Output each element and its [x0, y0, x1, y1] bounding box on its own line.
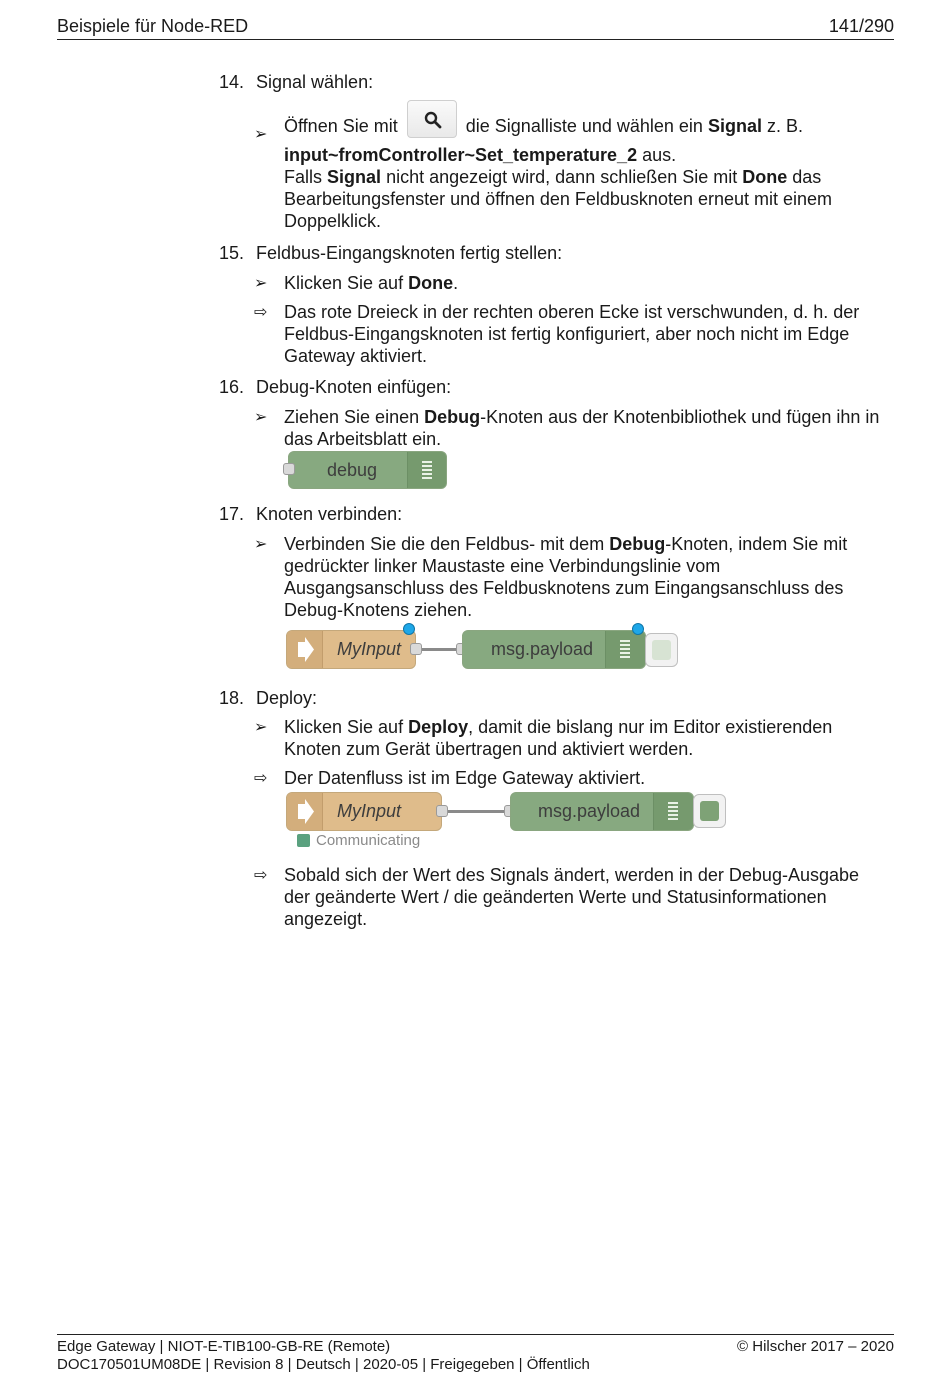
result-arrow-icon: ⇨	[254, 867, 268, 884]
result-arrow-icon: ⇨	[254, 770, 268, 787]
footer-copyright: © Hilscher 2017 – 2020	[737, 1338, 894, 1355]
step-16-instruction: Ziehen Sie einen Debug-Knoten aus der Knotenbibliothek und fügen ihn in das Arbeitsblatt ein.	[284, 407, 880, 449]
step-14-heading: 14. Signal wählen:	[219, 72, 374, 92]
debug-node[interactable]: debug	[288, 451, 447, 489]
step-16-heading: 16. Debug-Knoten einfügen:	[219, 377, 452, 397]
search-icon	[424, 111, 442, 129]
bullet-icon: ➢	[254, 409, 268, 426]
step-15-instruction: Klicken Sie auf Done.	[284, 273, 459, 293]
debug-toggle-button[interactable]	[645, 633, 678, 667]
connection-wire	[422, 648, 458, 651]
footer-document-info: DOC170501UM08DE | Revision 8 | Deutsch | 2020-05 | Freigegeben | Öffentlich	[57, 1356, 590, 1373]
step-15-result: Das rote Dreieck in der rechten oberen Ecke ist verschwunden, d. h. der Feldbus-Eingangsknoten ist fertig konfiguriert, aber noch nicht im Edge Gateway aktiviert.	[284, 302, 860, 366]
list-icon	[620, 640, 630, 660]
input-arrow-icon	[287, 793, 323, 830]
step-18-result: Der Datenfluss ist im Edge Gateway aktiviert.	[284, 768, 646, 788]
result-arrow-icon: ⇨	[254, 304, 268, 321]
list-icon	[422, 461, 432, 481]
step-18-final-result: Sobald sich der Wert des Signals ändert, werden in der Debug-Ausgabe der geänderte Wert / die geänderten Werte und Statusinformationen angezeigt.	[284, 865, 860, 929]
step-14-instruction: Öffnen Sie mit die Signalliste und wählen ein Signal z. B. input~fromController~Set_temperature_2 aus. Falls Signal nicht angezeigt wird, dann schließen Sie mit Done das Bearbeitungsfenster und öffnen den Feldbusknoten erneut mit einem Doppelklick.	[284, 100, 884, 232]
step-17-instruction: Verbinden Sie die den Feldbus- mit dem Debug-Knoten, indem Sie mit gedrückter linker Maustaste eine Verbindungslinie vom Ausgangsanschluss des Feldbusknotens zum Eingangsanschluss des Debug-Knotens ziehen.	[284, 534, 848, 620]
page-header	[57, 14, 894, 40]
bullet-icon: ➢	[254, 275, 268, 292]
fieldbus-input-node[interactable]: MyInput	[286, 792, 442, 831]
changed-indicator	[632, 623, 644, 635]
section-title: Beispiele für Node-RED	[57, 16, 249, 36]
debug-node[interactable]: msg.payload	[510, 792, 694, 831]
footer-product: Edge Gateway | NIOT-E-TIB100-GB-RE (Remote)	[57, 1338, 391, 1355]
fieldbus-input-node[interactable]: MyInput	[286, 630, 416, 669]
step-18-heading: 18. Deploy:	[219, 688, 318, 708]
debug-toggle-button[interactable]	[693, 794, 726, 828]
input-arrow-icon	[287, 631, 323, 668]
connection-wire	[448, 810, 506, 813]
list-icon	[668, 802, 678, 822]
search-signal-button[interactable]	[407, 100, 457, 138]
bullet-icon: ➢	[254, 126, 268, 143]
input-port[interactable]	[283, 463, 295, 475]
page-number: 141/290	[828, 16, 894, 36]
status-text: Communicating	[316, 832, 421, 849]
step-18-instruction: Klicken Sie auf Deploy, damit die bislang nur im Editor existierenden Knoten zum Gerät übertragen und aktiviert werden.	[284, 717, 833, 759]
step-17-heading: 17. Knoten verbinden:	[219, 504, 403, 524]
bullet-icon: ➢	[254, 719, 268, 736]
output-port[interactable]	[436, 805, 448, 817]
status-indicator	[297, 834, 310, 847]
changed-indicator	[403, 623, 415, 635]
output-port[interactable]	[410, 643, 422, 655]
bullet-icon: ➢	[254, 536, 268, 553]
page-footer	[57, 1334, 894, 1373]
debug-node[interactable]: msg.payload	[462, 630, 646, 669]
step-15-heading: 15. Feldbus-Eingangsknoten fertig stellen:	[219, 243, 563, 263]
